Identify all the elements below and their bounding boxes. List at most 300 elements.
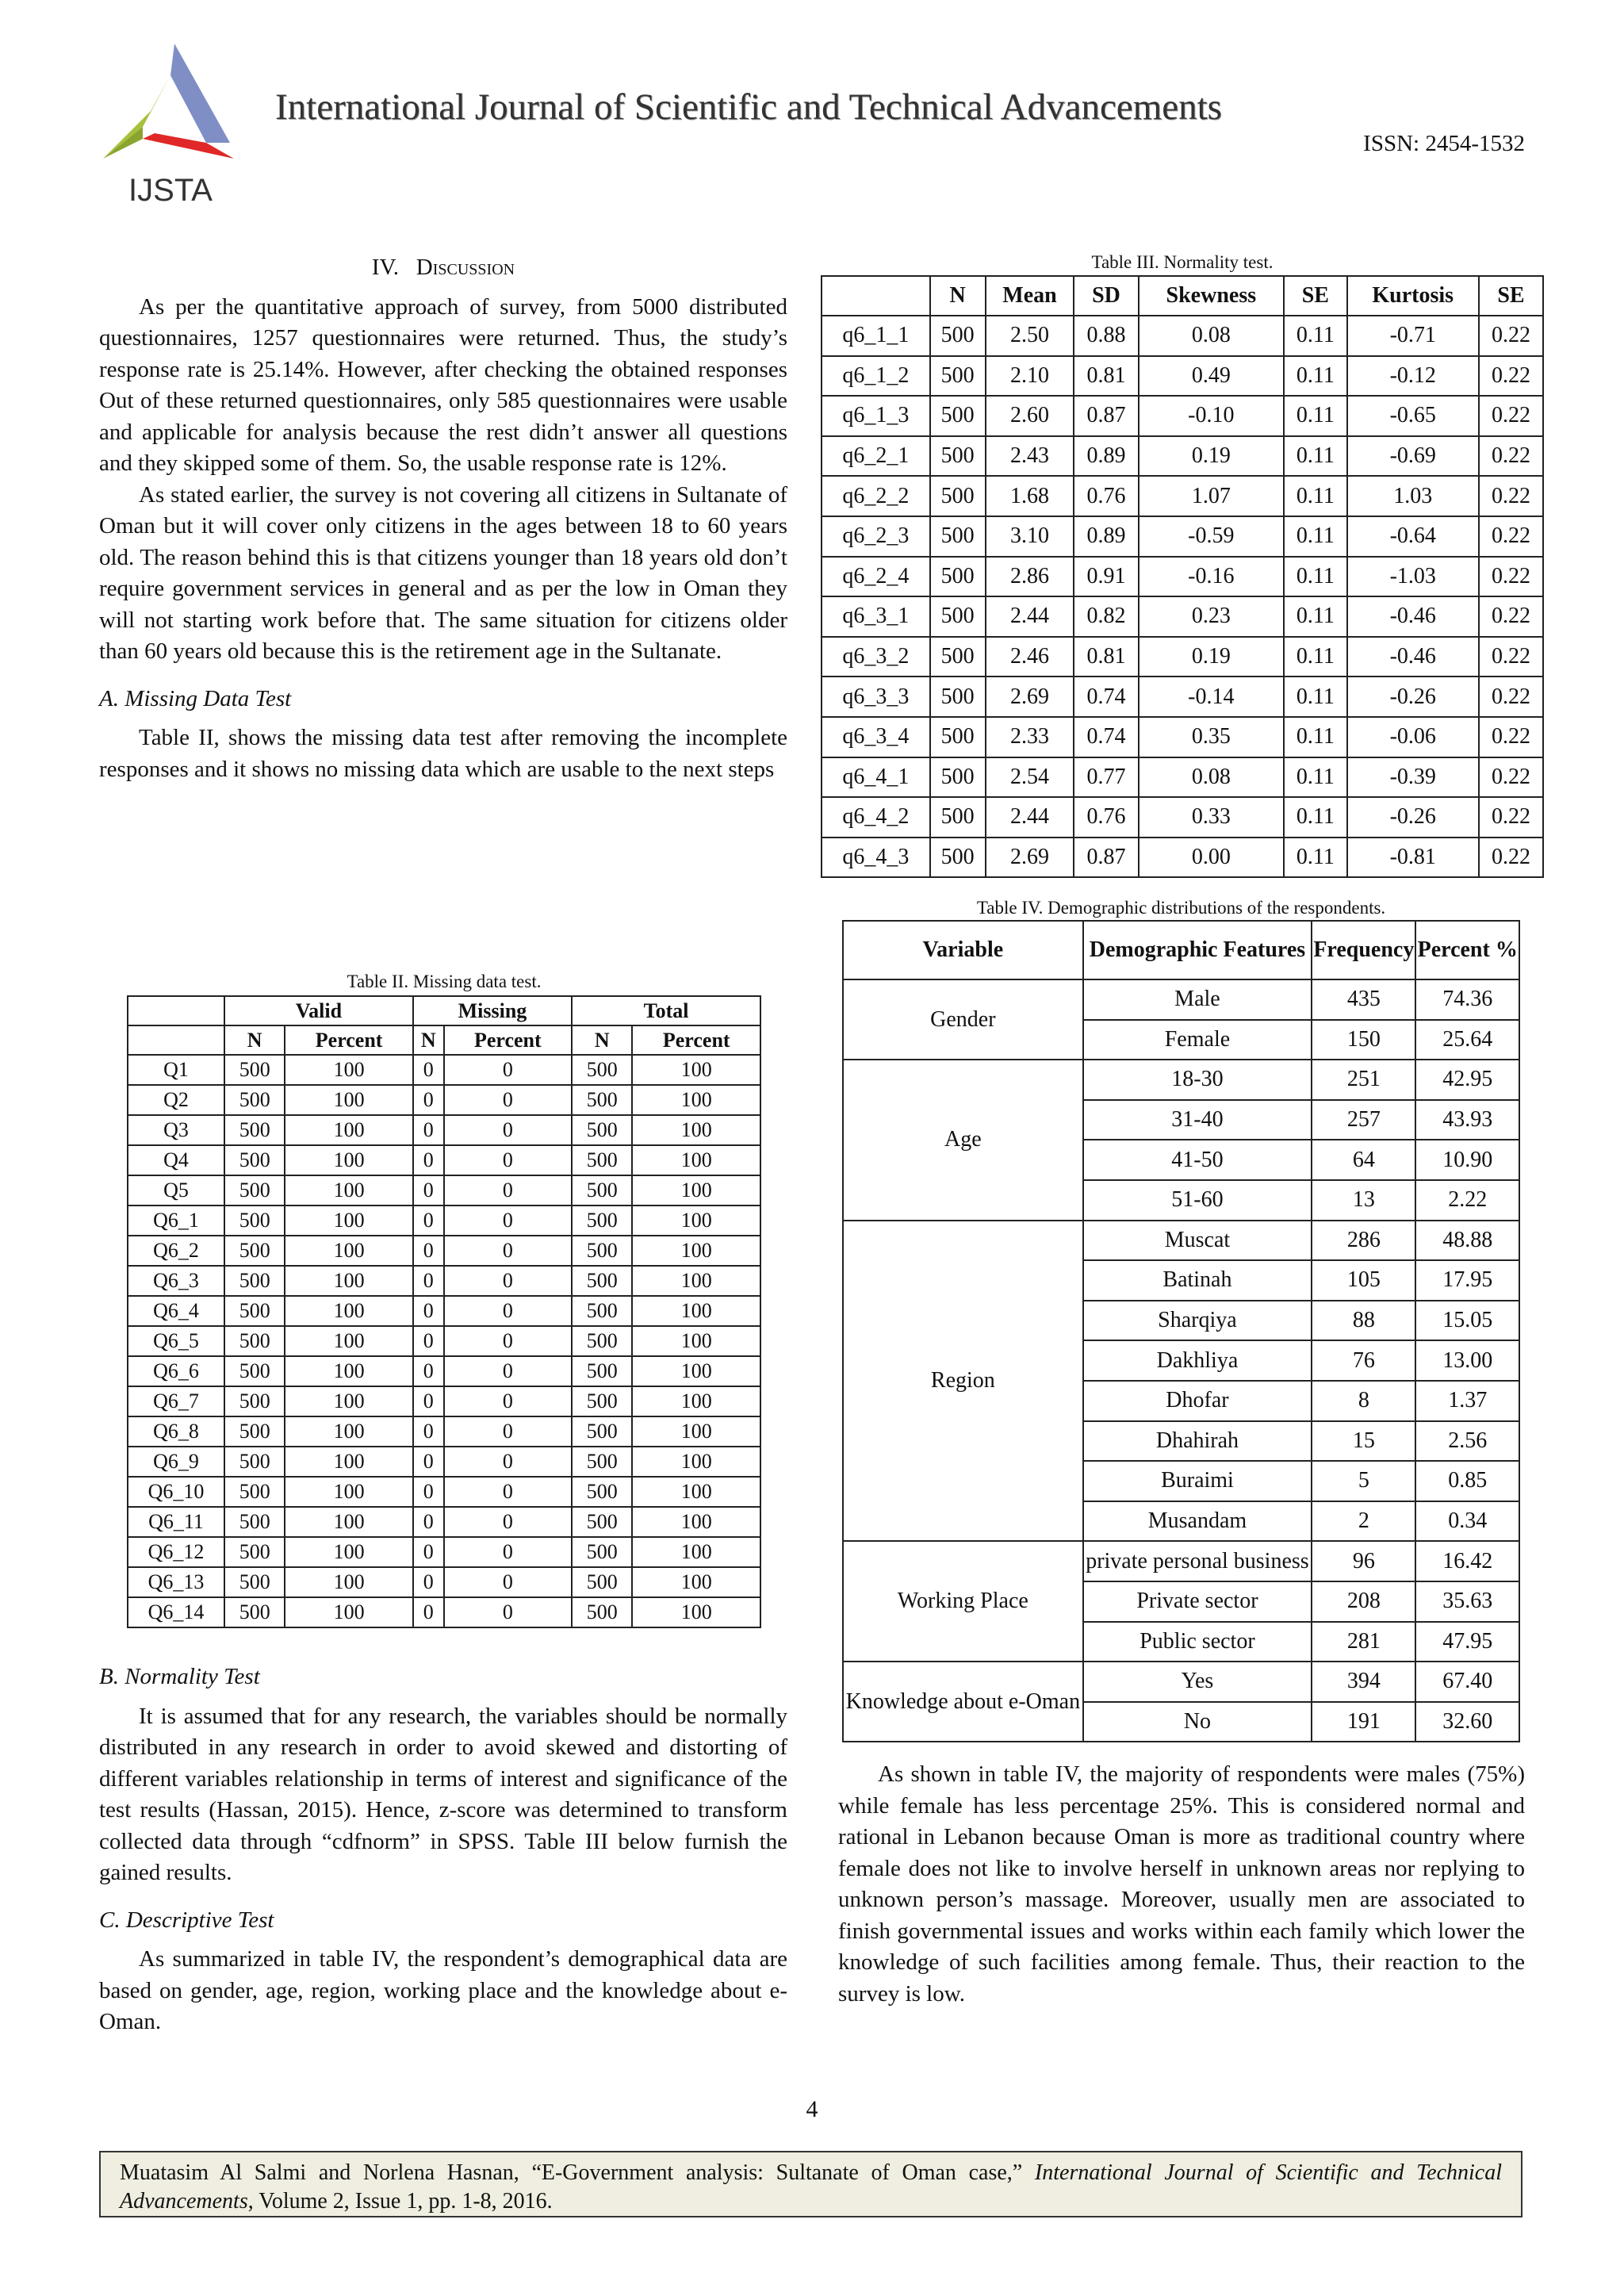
- table-cell: 100: [285, 1266, 413, 1296]
- table-cell: 2.43: [986, 436, 1074, 477]
- table-cell: 500: [572, 1597, 632, 1627]
- feature-cell: Batinah: [1083, 1260, 1312, 1301]
- table-cell: 0: [444, 1386, 573, 1416]
- table-cell: 48.88: [1415, 1221, 1519, 1261]
- table-cell: 500: [224, 1205, 285, 1236]
- table-cell: 394: [1312, 1662, 1415, 1702]
- table-cell: 0.22: [1479, 717, 1543, 757]
- descriptive-paragraph: As summarized in table IV, the respondent’s demographical data are based on gender, age, region, working place and the knowledge about e-Oman.: [99, 1946, 787, 2034]
- table-cell: 0.22: [1479, 436, 1543, 477]
- table3-header: N: [930, 276, 986, 316]
- table-cell: 96: [1312, 1541, 1415, 1581]
- table-cell: 0: [444, 1326, 573, 1356]
- logo-triangle-icon: [95, 40, 246, 174]
- feature-cell: 41-50: [1083, 1140, 1312, 1180]
- table-cell: 32.60: [1415, 1702, 1519, 1742]
- table-row: [128, 1266, 760, 1296]
- table-cell: 100: [285, 1386, 413, 1416]
- table-cell: 0: [444, 1597, 573, 1627]
- feature-cell: 18-30: [1083, 1060, 1312, 1100]
- table-row: [128, 1447, 760, 1477]
- table-cell: 500: [572, 1326, 632, 1356]
- table3-header: Skewness: [1139, 276, 1285, 316]
- table-row: [128, 1416, 760, 1447]
- table-cell: 100: [632, 1055, 760, 1085]
- right-column-text: [838, 1759, 1525, 2010]
- table-cell: 500: [930, 396, 986, 436]
- table-cell: 500: [572, 1447, 632, 1477]
- variable-cell: Working Place: [843, 1541, 1083, 1662]
- table-cell: -0.71: [1347, 316, 1479, 356]
- table-cell: 0.22: [1479, 516, 1543, 557]
- table-cell: 2.60: [986, 396, 1074, 436]
- row-label: Q6_13: [128, 1567, 224, 1597]
- table-cell: 0.11: [1284, 557, 1346, 597]
- table-cell: 105: [1312, 1260, 1415, 1301]
- table-cell: 13.00: [1415, 1340, 1519, 1381]
- table-cell: 0.22: [1479, 838, 1543, 878]
- table-cell: 500: [224, 1386, 285, 1416]
- table-cell: 67.40: [1415, 1662, 1519, 1702]
- table-cell: 500: [572, 1537, 632, 1567]
- table-cell: 257: [1312, 1100, 1415, 1140]
- table-cell: 2.56: [1415, 1421, 1519, 1462]
- row-label: Q6_4: [128, 1296, 224, 1326]
- table-cell: 500: [224, 1537, 285, 1567]
- table-row: [128, 1597, 760, 1627]
- table-cell: 0: [413, 1296, 444, 1326]
- row-label: Q6_12: [128, 1537, 224, 1567]
- table-cell: 100: [632, 1447, 760, 1477]
- table-cell: 500: [224, 1447, 285, 1477]
- subheading-normality: B. Normality Test: [99, 1664, 260, 1689]
- table-cell: 0.19: [1139, 637, 1285, 677]
- table2-group-header: Total: [572, 996, 760, 1025]
- table-cell: 251: [1312, 1060, 1415, 1100]
- table-cell: 500: [930, 436, 986, 477]
- table-cell: 0: [444, 1356, 573, 1386]
- table-cell: 100: [285, 1416, 413, 1447]
- table-cell: 0.23: [1139, 596, 1285, 637]
- table-cell: 100: [285, 1507, 413, 1537]
- table-cell: 500: [572, 1266, 632, 1296]
- table-row: [128, 1175, 760, 1205]
- table-cell: 0: [413, 1115, 444, 1145]
- table-cell: 0.22: [1479, 677, 1543, 717]
- table-cell: 0: [413, 1326, 444, 1356]
- footer-authors: Muatasim Al Salmi and Norlena Hasnan, “E-Government analysis: Sultanate of Oman case,”: [120, 2160, 1035, 2185]
- table-cell: 100: [285, 1055, 413, 1085]
- table-cell: 35.63: [1415, 1581, 1519, 1622]
- table3-header: [822, 276, 930, 316]
- table-cell: 0.00: [1139, 838, 1285, 878]
- row-label: Q6_7: [128, 1386, 224, 1416]
- table-cell: 0: [444, 1115, 573, 1145]
- table-cell: 0: [444, 1567, 573, 1597]
- table-cell: 100: [285, 1447, 413, 1477]
- table-cell: 2.46: [986, 637, 1074, 677]
- row-label: q6_2_1: [822, 436, 930, 477]
- table-cell: 100: [632, 1175, 760, 1205]
- page-number: 4: [806, 2096, 818, 2122]
- table-cell: 500: [572, 1386, 632, 1416]
- table-cell: 0.74: [1074, 677, 1138, 717]
- table-cell: 0.11: [1284, 757, 1346, 798]
- table-row: [822, 476, 1543, 516]
- variable-cell: Age: [843, 1060, 1083, 1220]
- missing-data-paragraph: Table II, shows the missing data test after removing the incomplete responses and it shows no missing data which are usable to the next steps: [99, 725, 787, 782]
- table-cell: 15: [1312, 1421, 1415, 1462]
- table-cell: 0.74: [1074, 717, 1138, 757]
- table-cell: 0.22: [1479, 637, 1543, 677]
- table-row: [843, 979, 1519, 1020]
- table-cell: 0.22: [1479, 757, 1543, 798]
- row-label: Q4: [128, 1145, 224, 1175]
- table-row: [128, 1567, 760, 1597]
- table-cell: -0.64: [1347, 516, 1479, 557]
- table-row: [128, 1085, 760, 1115]
- table-cell: 0: [444, 1266, 573, 1296]
- table-cell: 0.82: [1074, 596, 1138, 637]
- normality-paragraph: It is assumed that for any research, the variables should be normally distributed in any research in order to avoid skewed and distorting of different variables relationship in terms of interest and significance of the test results (Hassan, 2015). Hence, z-score was determined to transform collected data through “cdfnorm” in SPSS. Table III below furnish the gained results.: [99, 1703, 787, 1885]
- table-cell: 500: [930, 797, 986, 838]
- table-cell: 0: [413, 1205, 444, 1236]
- table-cell: 100: [285, 1115, 413, 1145]
- row-label: Q6_11: [128, 1507, 224, 1537]
- table-cell: 500: [930, 596, 986, 637]
- table-cell: 0: [444, 1085, 573, 1115]
- table-cell: 500: [572, 1236, 632, 1266]
- table-cell: 0: [413, 1145, 444, 1175]
- table-cell: 0.91: [1074, 557, 1138, 597]
- table4-header: Percent %: [1415, 921, 1519, 979]
- table-cell: 0.87: [1074, 838, 1138, 878]
- table-row: [843, 1221, 1519, 1261]
- table-cell: 8: [1312, 1381, 1415, 1421]
- table-cell: 74.36: [1415, 979, 1519, 1020]
- table-cell: 0: [444, 1447, 573, 1477]
- table-cell: 1.03: [1347, 476, 1479, 516]
- table-cell: 0: [444, 1175, 573, 1205]
- table-cell: -0.39: [1347, 757, 1479, 798]
- table3-caption: Table III. Normality test.: [1091, 252, 1274, 272]
- table-cell: 0.11: [1284, 797, 1346, 838]
- table-cell: 0.22: [1479, 316, 1543, 356]
- table-cell: 500: [930, 316, 986, 356]
- table-cell: 100: [285, 1537, 413, 1567]
- table-cell: 500: [224, 1085, 285, 1115]
- logo-text: IJSTA: [128, 173, 213, 208]
- table-cell: 100: [632, 1115, 760, 1145]
- table2-group-header: Missing: [413, 996, 572, 1025]
- issn: ISSN: 2454-1532: [1363, 131, 1525, 156]
- table-row: [128, 1145, 760, 1175]
- table-cell: 0.11: [1284, 717, 1346, 757]
- feature-cell: Female: [1083, 1020, 1312, 1060]
- normality-table: [821, 275, 1544, 878]
- table-cell: -0.46: [1347, 637, 1479, 677]
- table-row: [128, 1507, 760, 1537]
- feature-cell: Public sector: [1083, 1622, 1312, 1662]
- table-cell: 500: [224, 1507, 285, 1537]
- table-cell: 500: [224, 1145, 285, 1175]
- section-heading-discussion: IV. Discussion: [371, 255, 515, 280]
- table-cell: 0.89: [1074, 436, 1138, 477]
- row-label: Q6_10: [128, 1477, 224, 1507]
- row-label: q6_4_2: [822, 797, 930, 838]
- table2-group-header: Valid: [224, 996, 413, 1025]
- table-cell: -0.12: [1347, 356, 1479, 397]
- table-cell: 150: [1312, 1020, 1415, 1060]
- table-cell: 25.64: [1415, 1020, 1519, 1060]
- table-cell: 500: [572, 1085, 632, 1115]
- feature-cell: No: [1083, 1702, 1312, 1742]
- discussion-paragraph-1: As per the quantitative approach of survey, from 5000 distributed questionnaires, 1257 questionnaires were returned. Thus, the study’s response rate is 25.14%. However, after checking the obtained responses Out of these returned questionnaires, only 585 questionnaires were usable and applicable for analysis because the rest didn’t answer all questions and they skipped some of them. So, the usable response rate is 12%.: [99, 293, 787, 476]
- table-cell: 0.11: [1284, 316, 1346, 356]
- left-column-lower: [99, 1662, 787, 2038]
- table-cell: 100: [632, 1205, 760, 1236]
- table-cell: 500: [224, 1266, 285, 1296]
- table-cell: 0.88: [1074, 316, 1138, 356]
- table-cell: 500: [572, 1296, 632, 1326]
- table-cell: 500: [572, 1567, 632, 1597]
- table-cell: 100: [632, 1356, 760, 1386]
- table-cell: 0.11: [1284, 396, 1346, 436]
- table-cell: 100: [632, 1416, 760, 1447]
- table-cell: -0.10: [1139, 396, 1285, 436]
- table-cell: 100: [285, 1597, 413, 1627]
- table-cell: 500: [930, 557, 986, 597]
- table-cell: 500: [572, 1507, 632, 1537]
- row-label: q6_1_3: [822, 396, 930, 436]
- table-cell: 500: [572, 1055, 632, 1085]
- row-label: Q5: [128, 1175, 224, 1205]
- feature-cell: 51-60: [1083, 1180, 1312, 1221]
- demographic-discussion-paragraph: As shown in table IV, the majority of respondents were males (75%) while female has less percentage 25%. This is considered normal and rational in Lebanon because Oman is more as traditional country where female does not like to involve herself in unknown areas nor replying to unknown person’s massage. Moreover, usually men are associated to finish governmental issues and works within each family which lower the knowledge of such facilities among female. Thus, their reaction to the survey is low.: [838, 1761, 1525, 2007]
- table-row: [843, 1541, 1519, 1581]
- table-cell: 2.69: [986, 677, 1074, 717]
- table-cell: 500: [572, 1356, 632, 1386]
- row-label: Q6_2: [128, 1236, 224, 1266]
- table-cell: 100: [632, 1326, 760, 1356]
- table-cell: 0: [444, 1236, 573, 1266]
- table-cell: 100: [285, 1477, 413, 1507]
- journal-logo: [95, 40, 246, 210]
- table-cell: 500: [930, 757, 986, 798]
- table-cell: 47.95: [1415, 1622, 1519, 1662]
- table2-corner: [128, 1025, 224, 1055]
- table-row: [822, 436, 1543, 477]
- table-row: [843, 1662, 1519, 1702]
- table-row: [128, 1296, 760, 1326]
- table-cell: 0.11: [1284, 436, 1346, 477]
- row-label: Q2: [128, 1085, 224, 1115]
- table-cell: 0: [413, 1386, 444, 1416]
- table-cell: 500: [572, 1416, 632, 1447]
- table-cell: 13: [1312, 1180, 1415, 1221]
- table-cell: 0.11: [1284, 476, 1346, 516]
- table-cell: 2.54: [986, 757, 1074, 798]
- table-cell: 1.07: [1139, 476, 1285, 516]
- table-cell: 500: [224, 1416, 285, 1447]
- table-cell: 500: [930, 637, 986, 677]
- table3-header: SD: [1074, 276, 1138, 316]
- table-cell: 64: [1312, 1140, 1415, 1180]
- table-cell: 0: [413, 1236, 444, 1266]
- table-cell: 208: [1312, 1581, 1415, 1622]
- row-label: Q6_9: [128, 1447, 224, 1477]
- table-cell: 0.11: [1284, 516, 1346, 557]
- table2-subheader: Percent: [632, 1025, 760, 1055]
- table-row: [128, 1356, 760, 1386]
- table4-caption: Table IV. Demographic distributions of the respondents.: [976, 898, 1386, 918]
- table2-subheader: N: [572, 1025, 632, 1055]
- table-cell: 500: [930, 717, 986, 757]
- table-cell: 17.95: [1415, 1260, 1519, 1301]
- missing-data-table: [127, 995, 761, 1628]
- table-cell: -0.46: [1347, 596, 1479, 637]
- feature-cell: Dhahirah: [1083, 1421, 1312, 1462]
- feature-cell: Private sector: [1083, 1581, 1312, 1622]
- table-row: [822, 396, 1543, 436]
- table-cell: 500: [224, 1597, 285, 1627]
- table-cell: 100: [285, 1175, 413, 1205]
- table2-caption: Table II. Missing data test.: [347, 972, 542, 991]
- table-cell: 100: [632, 1507, 760, 1537]
- footer-journal: International Journal of Scientific and Technical Advancements: [120, 2160, 1503, 2214]
- table2-corner: [128, 996, 224, 1025]
- left-column: [99, 252, 787, 785]
- table-row: [822, 797, 1543, 838]
- table-row: [822, 596, 1543, 637]
- table-cell: 191: [1312, 1702, 1415, 1742]
- table-cell: 0.49: [1139, 356, 1285, 397]
- table-row: [128, 1236, 760, 1266]
- table-cell: 0: [413, 1356, 444, 1386]
- feature-cell: Sharqiya: [1083, 1301, 1312, 1341]
- table-cell: 0.76: [1074, 797, 1138, 838]
- table-cell: -0.06: [1347, 717, 1479, 757]
- row-label: q6_2_2: [822, 476, 930, 516]
- table-cell: 0.11: [1284, 838, 1346, 878]
- table-cell: -0.16: [1139, 557, 1285, 597]
- table-cell: 435: [1312, 979, 1415, 1020]
- table-cell: 0.85: [1415, 1461, 1519, 1501]
- table-cell: 2.44: [986, 596, 1074, 637]
- citation-footer: [99, 2151, 1522, 2217]
- table-row: [128, 1055, 760, 1085]
- table-row: [128, 1537, 760, 1567]
- table-cell: 0.22: [1479, 476, 1543, 516]
- feature-cell: Musandam: [1083, 1501, 1312, 1542]
- table3-header: Mean: [986, 276, 1074, 316]
- table-cell: 100: [285, 1326, 413, 1356]
- table-cell: 100: [632, 1266, 760, 1296]
- row-label: q6_4_1: [822, 757, 930, 798]
- table-cell: 100: [632, 1296, 760, 1326]
- table-cell: 0.08: [1139, 316, 1285, 356]
- table-cell: 2: [1312, 1501, 1415, 1542]
- table-cell: 500: [930, 476, 986, 516]
- table-row: [822, 557, 1543, 597]
- table-cell: 0.81: [1074, 637, 1138, 677]
- table-cell: 0.22: [1479, 396, 1543, 436]
- discussion-paragraph-2: As stated earlier, the survey is not covering all citizens in Sultanate of Oman but it will cover only citizens in the ages between 18 to 60 years old. The reason behind this is that citizens younger than 18 years old don’t require government services in general and as per the low in Oman they will not starting work before that. The same situation for citizens older than 60 years old because this is the retirement age in the Sultanate.: [99, 481, 787, 664]
- table-cell: 0.22: [1479, 797, 1543, 838]
- table-cell: 1.68: [986, 476, 1074, 516]
- table-cell: 100: [632, 1236, 760, 1266]
- table-cell: 0.77: [1074, 757, 1138, 798]
- table-row: [128, 1205, 760, 1236]
- table-cell: 0.11: [1284, 356, 1346, 397]
- table3-header: SE: [1479, 276, 1543, 316]
- table-cell: 42.95: [1415, 1060, 1519, 1100]
- table-cell: 100: [632, 1597, 760, 1627]
- table-cell: 500: [572, 1175, 632, 1205]
- table-cell: -0.26: [1347, 797, 1479, 838]
- table-cell: 0: [413, 1175, 444, 1205]
- table-row: [822, 838, 1543, 878]
- footer-details: , Volume 2, Issue 1, pp. 1-8, 2016.: [247, 2189, 553, 2214]
- table-cell: 0: [444, 1416, 573, 1447]
- row-label: Q6_3: [128, 1266, 224, 1296]
- feature-cell: Muscat: [1083, 1221, 1312, 1261]
- table-cell: 100: [632, 1537, 760, 1567]
- table-cell: 76: [1312, 1340, 1415, 1381]
- table-cell: 500: [224, 1115, 285, 1145]
- table-cell: 0: [413, 1266, 444, 1296]
- table-cell: 0: [413, 1416, 444, 1447]
- table-row: [128, 1386, 760, 1416]
- table-cell: 0: [413, 1477, 444, 1507]
- table-cell: 0: [413, 1447, 444, 1477]
- table-cell: 0: [413, 1567, 444, 1597]
- table-cell: 0.35: [1139, 717, 1285, 757]
- table-cell: 0.11: [1284, 677, 1346, 717]
- table-cell: 100: [632, 1145, 760, 1175]
- table-cell: -0.65: [1347, 396, 1479, 436]
- table-cell: 0.11: [1284, 596, 1346, 637]
- table-cell: -0.26: [1347, 677, 1479, 717]
- variable-cell: Region: [843, 1221, 1083, 1542]
- feature-cell: Male: [1083, 979, 1312, 1020]
- table-row: [128, 1115, 760, 1145]
- table-cell: 2.10: [986, 356, 1074, 397]
- table-row: [822, 717, 1543, 757]
- table-cell: 0: [444, 1055, 573, 1085]
- table-cell: 100: [285, 1356, 413, 1386]
- feature-cell: Dakhliya: [1083, 1340, 1312, 1381]
- table-cell: 100: [285, 1085, 413, 1115]
- table2-subheader: Percent: [285, 1025, 413, 1055]
- row-label: q6_2_4: [822, 557, 930, 597]
- row-label: Q6_14: [128, 1597, 224, 1627]
- table-cell: 5: [1312, 1461, 1415, 1501]
- table-cell: 100: [285, 1145, 413, 1175]
- row-label: Q1: [128, 1055, 224, 1085]
- variable-cell: Knowledge about e-Oman: [843, 1662, 1083, 1742]
- table-cell: 0.89: [1074, 516, 1138, 557]
- table-cell: 0: [444, 1507, 573, 1537]
- table-cell: -0.59: [1139, 516, 1285, 557]
- table2-subheader: N: [224, 1025, 285, 1055]
- table-cell: 500: [224, 1055, 285, 1085]
- row-label: Q6_5: [128, 1326, 224, 1356]
- table-cell: 2.44: [986, 797, 1074, 838]
- table-cell: 0.76: [1074, 476, 1138, 516]
- table-cell: 0: [444, 1477, 573, 1507]
- table-cell: 0: [413, 1085, 444, 1115]
